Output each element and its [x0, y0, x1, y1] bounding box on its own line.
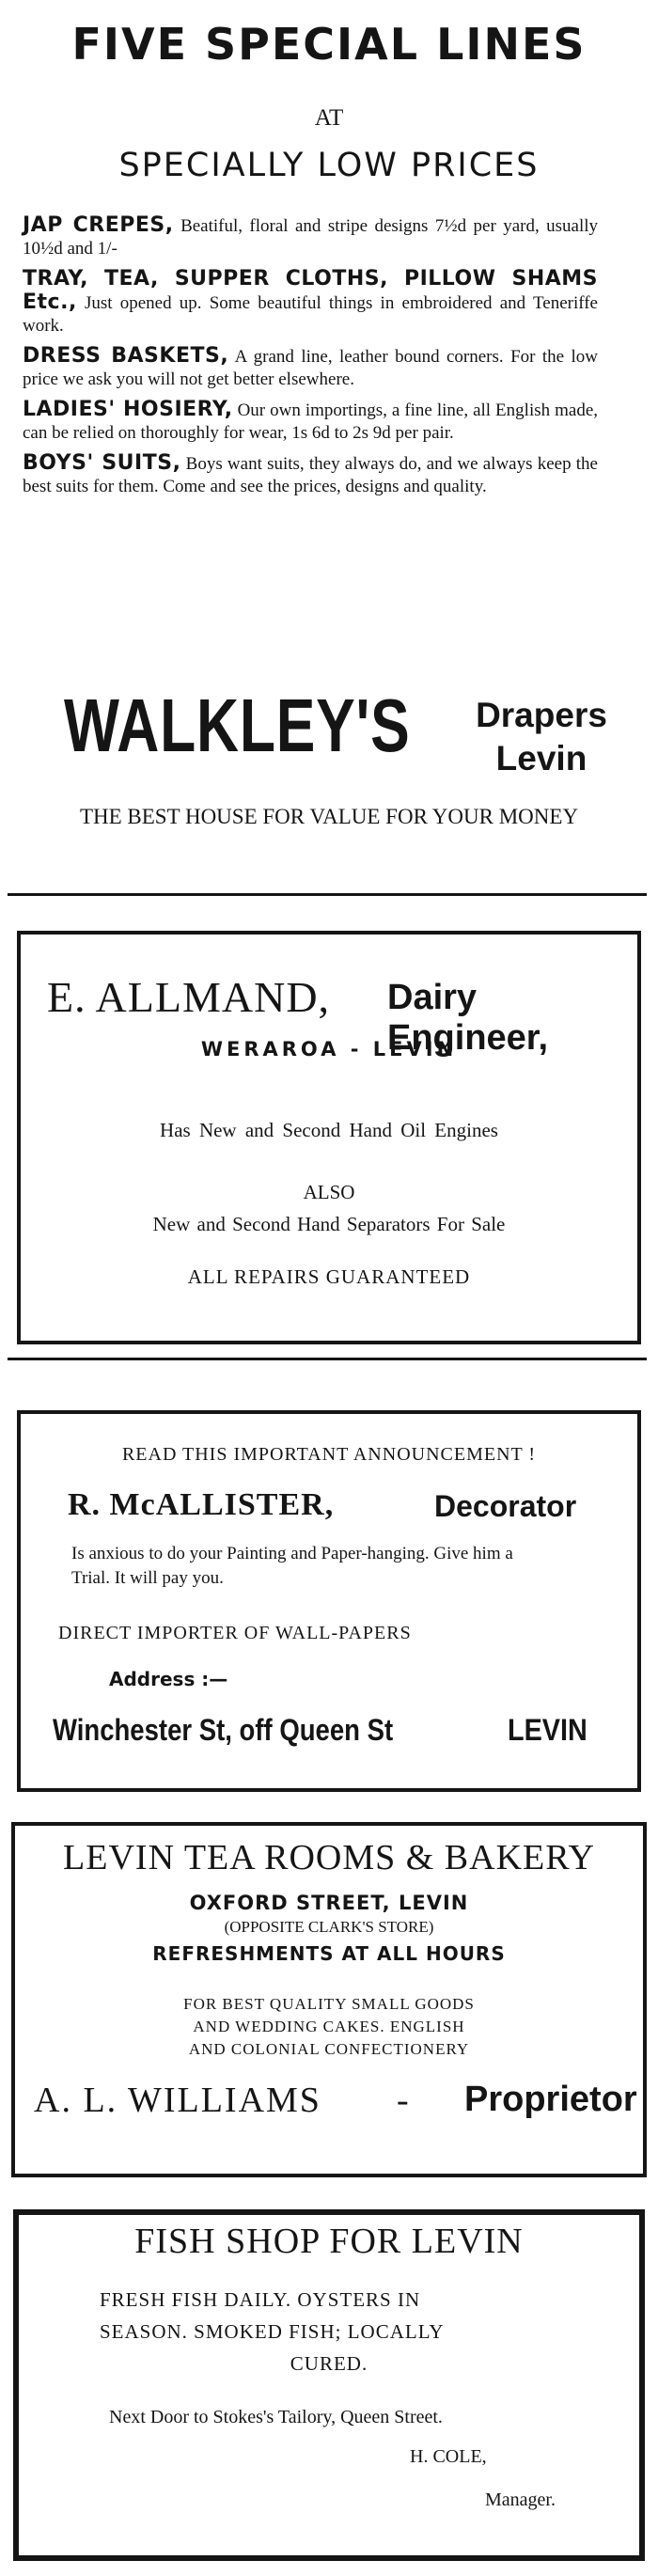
item-name: BOYS' SUITS,	[23, 451, 181, 475]
item-text: Our own importings, a fine line, all English made, can be relied on thoroughly for wear, 1s 6d to 2s 9d per pair.	[23, 401, 598, 443]
list-item	[23, 268, 598, 338]
divider	[8, 893, 647, 896]
list-item	[23, 399, 598, 445]
fish-body3: CURED.	[290, 2352, 368, 2375]
item-name: JAP CREPES,	[23, 213, 174, 237]
allmand-location: WERAROA - LEVIN	[200, 1038, 458, 1060]
item-text: Just opened up. Some beautiful things in embroidered and Teneriffe work.	[23, 293, 598, 336]
ad-tearooms	[11, 1822, 647, 2177]
list-item	[23, 214, 598, 260]
brand: WALKLEY'S	[64, 683, 411, 767]
mcallister-trade: Decorator	[434, 1489, 577, 1523]
ad-allmand	[17, 931, 641, 1344]
fish-name: H. COLE,	[410, 2446, 487, 2467]
fish-title: FISH SHOP FOR LEVIN	[134, 2222, 524, 2261]
tagline: THE BEST HOUSE FOR VALUE FOR YOUR MONEY	[79, 805, 579, 828]
item-name: TRAY, TEA, SUPPER CLOTHS, PILLOW SHAMS Etc.,	[23, 267, 598, 314]
brand-sub-levin: Levin	[495, 739, 588, 778]
list-item	[23, 452, 598, 498]
mcallister-announce: READ THIS IMPORTANT ANNOUNCEMENT !	[121, 1444, 537, 1465]
mcallister-name: R. McALLISTER,	[68, 1487, 335, 1522]
headline: FIVE SPECIAL LINES	[71, 19, 587, 70]
fish-body1: FRESH FISH DAILY. OYSTERS IN	[100, 2288, 421, 2311]
mcallister-town: LEVIN	[508, 1713, 588, 1747]
tearooms-title: LEVIN TEA ROOMS & BAKERY	[63, 1838, 595, 1877]
mcallister-address-label: Address :—	[109, 1668, 228, 1690]
tearooms-street: OXFORD STREET, LEVIN	[189, 1892, 469, 1914]
at-line: AT	[314, 105, 344, 131]
item-text: Beatiful, floral and stripe designs 7½d per yard, usually 10½d and 1/-	[23, 216, 599, 259]
tearooms-opposite: (OPPOSITE CLARK'S STORE)	[224, 1918, 434, 1936]
tearooms-refresh: REFRESHMENTS AT ALL HOURS	[152, 1942, 506, 1965]
allmand-line4: ALL REPAIRS GUARANTEED	[187, 1265, 471, 1288]
mcallister-body: Is anxious to do your Painting and Paper-hanging. Give him a Trial. It will pay you.	[71, 1544, 513, 1588]
ad-mcallister	[17, 1410, 641, 1792]
allmand-line2: ALSO	[303, 1181, 355, 1203]
item-list	[23, 214, 598, 498]
tearooms-role: Proprietor	[464, 2080, 637, 2119]
item-text: Boys want suits, they always do, and we always keep the best suits for them. Come and see the prices, designs and quality.	[23, 454, 598, 496]
fish-next-door: Next Door to Stokes's Tailory, Queen Street.	[109, 2407, 443, 2427]
tearooms-dash: -	[397, 2081, 409, 2120]
fish-body2: SEASON. SMOKED FISH; LOCALLY	[100, 2320, 445, 2343]
subhead: SPECIALLY LOW PRICES	[118, 147, 540, 184]
fish-role: Manager.	[485, 2490, 556, 2510]
allmand-name: E. ALLMAND,	[47, 973, 331, 1021]
mcallister-importer: DIRECT IMPORTER OF WALL-PAPERS	[58, 1623, 412, 1643]
allmand-trade: Dairy Engineer,	[387, 978, 549, 1058]
mcallister-address: Winchester St, off Queen St	[53, 1713, 394, 1747]
item-name: LADIES' HOSIERY,	[23, 398, 233, 421]
item-name: DRESS BASKETS,	[23, 344, 229, 368]
tearooms-goods2: AND WEDDING CAKES. ENGLISH	[193, 2018, 465, 2035]
item-text: A grand line, leather bound corners. For the low price we ask you will not get better elsewhere.	[23, 347, 599, 389]
divider	[8, 1358, 647, 1360]
list-item	[23, 345, 598, 391]
brand-sub-drapers: Drapers	[476, 696, 607, 734]
allmand-line3: New and Second Hand Separators For Sale	[152, 1213, 506, 1235]
tearooms-goods1: FOR BEST QUALITY SMALL GOODS	[183, 1995, 475, 2013]
allmand-line1: Has New and Second Hand Oil Engines	[160, 1119, 498, 1141]
ad-fish	[13, 2209, 645, 2561]
tearooms-owner: A. L. WILLIAMS	[34, 2081, 321, 2120]
tearooms-goods3: AND COLONIAL CONFECTIONERY	[188, 2040, 470, 2058]
